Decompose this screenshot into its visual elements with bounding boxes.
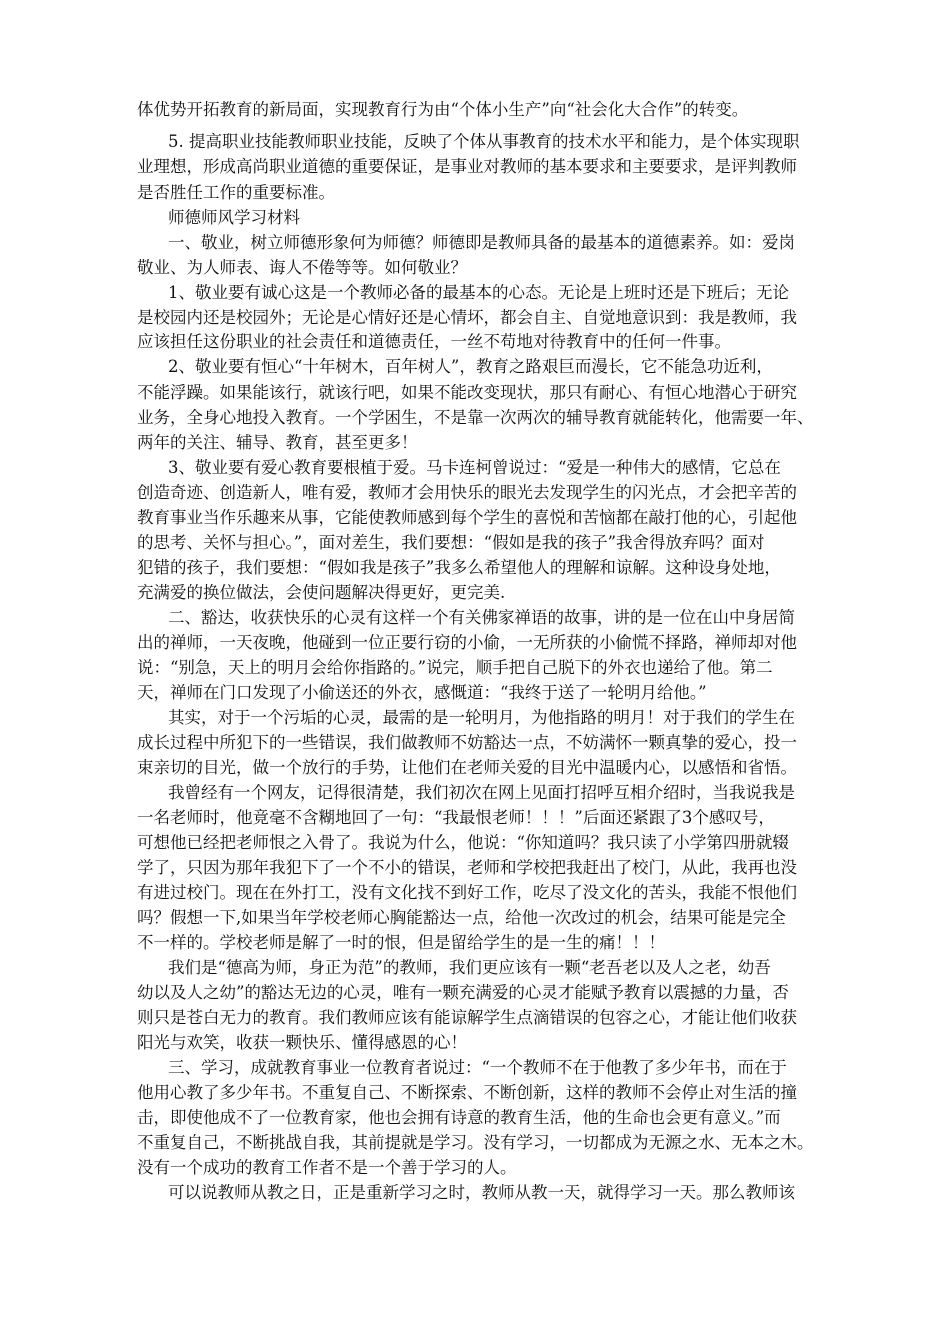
text-line-32: 有进过校门。现在在外打工，没有文化找不到好工作，吃尽了没文化的苦头，我能不恨他们 bbox=[137, 883, 797, 902]
text-line-29: 一名老师时，他竟毫不含糊地回了一句：“我最恨老师！！！”后面还紧跟了3个感叹号， bbox=[137, 808, 775, 827]
text-line-36: 幼以及人之幼”的豁达无边的心灵，唯有一颗充满爱的心灵才能赋予教育以震撼的力量，否 bbox=[137, 983, 789, 1002]
text-line-21: 二、豁达，收获快乐的心灵有这样一个有关佛家禅语的故事，讲的是一位在山中身居简 bbox=[168, 608, 795, 627]
text-line-38: 阳光与欢笑，收获一颗快乐、懂得感恩的心！ bbox=[137, 1033, 467, 1052]
text-line-14: 两年的关注、辅导、教育，甚至更多！ bbox=[137, 433, 418, 452]
text-line-9: 是校园内还是校园外；无论是心情好还是心情坏，都会自主、自觉地意识到：我是教师，我 bbox=[137, 308, 797, 327]
text-line-27: 束亲切的目光，做一个放行的手势，让他们在老师关爱的目光中温暖内心，以感悟和省悟。 bbox=[137, 758, 797, 777]
text-line-40: 他用心教了多少年书。不重复自己、不断探索、不断创新，这样的教师不会停止对生活的撞 bbox=[137, 1083, 797, 1102]
text-line-19: 犯错的孩子，我们要想：“假如我是孩子”我多么希望他人的理解和谅解。这种设身处地， bbox=[137, 558, 781, 577]
text-line-30: 可想他已经把老师恨之入骨了。我说为什么，他说：“你知道吗？我只读了小学第四册就辍 bbox=[137, 833, 789, 852]
text-line-22: 出的禅师，一天夜晚，他碰到一位正要行窃的小偷，一无所获的小偷慌不择路，禅师却对他 bbox=[137, 633, 797, 652]
text-line-4: 是否胜任工作的重要标准。 bbox=[137, 183, 335, 202]
text-line-25: 其实，对于一个污垢的心灵，最需的是一轮明月，为他指路的明月！对于我们的学生在 bbox=[168, 708, 795, 727]
text-line-15: 3、敬业要有爱心教育要根植于爱。马卡连柯曾说过：“爱是一种伟大的感情，它总在 bbox=[168, 458, 781, 477]
text-line-7: 敬业、为人师表、诲人不倦等等。如何敬业？ bbox=[137, 258, 467, 277]
text-line-2: 5. 提高职业技能教师职业技能，反映了个体从事教育的技术水平和能力，是个体实现职 bbox=[168, 132, 800, 151]
text-line-37: 则只是苍白无力的教育。我们教师应该有能谅解学生点滴错误的包容之心，才能让他们收获 bbox=[137, 1008, 797, 1027]
text-line-18: 的思考、关怀与担心。”，面对差生，我们要想：“假如是我的孩子”我舍得放弃吗？面对 bbox=[137, 533, 765, 552]
text-line-17: 教育事业当作乐趣来从事，它能使教师感到每个学生的喜悦和苦恼都在敲打他的心，引起他 bbox=[137, 508, 797, 527]
text-line-13: 业务，全身心地投入教育。一个学困生，不是靠一次两次的辅导教育就能转化，他需要一年、 bbox=[137, 408, 814, 427]
text-line-11: 2、敬业要有恒心“十年树木，百年树人”，教育之路艰巨而漫长，它不能急功近利， bbox=[168, 357, 773, 376]
text-line-6: 一、敬业，树立师德形象何为师德？师德即是教师具备的最基本的道德素养。如：爱岗 bbox=[168, 233, 795, 252]
text-line-5: 师德师风学习材料 bbox=[168, 208, 300, 227]
text-line-10: 应该担任这份职业的社会责任和道德责任，一丝不苟地对待教育中的任何一件事。 bbox=[137, 332, 731, 351]
text-line-28: 我曾经有一个网友，记得很清楚，我们初次在网上见面打招呼互相介绍时，当我说我是 bbox=[168, 783, 795, 802]
text-line-33: 吗？假想一下,如果当年学校老师心胸能豁达一点，给他一次改过的机会，结果可能是完全 bbox=[137, 908, 786, 927]
text-line-8: 1、敬业要有诚心这是一个教师必备的最基本的心态。无论是上班时还是下班后；无论 bbox=[168, 283, 789, 302]
text-line-35: 我们是“德高为师，身正为范”的教师，我们更应该有一颗“老吾老以及人之老，幼吾 bbox=[168, 958, 771, 977]
text-line-3: 业理想，形成高尚职业道德的重要保证，是事业对教师的基本要求和主要要求，是评判教师 bbox=[137, 157, 797, 176]
text-line-26: 成长过程中所犯下的一些错误，我们做教师不妨豁达一点，不妨满怀一颗真挚的爱心，投一 bbox=[137, 733, 797, 752]
text-line-43: 没有一个成功的教育工作者不是一个善于学习的人。 bbox=[137, 1158, 517, 1177]
text-line-12: 不能浮躁。如果能该行，就该行吧，如果不能改变现状，那只有耐心、有恒心地潜心于研究 bbox=[137, 383, 797, 402]
text-line-23: 说：“别急，天上的明月会给你指路的。”说完，顺手把自己脱下的外衣也递给了他。第二 bbox=[137, 658, 773, 677]
text-line-24: 天，禅师在门口发现了小偷送还的外衣，感慨道：“我终于送了一轮明月给他。” bbox=[137, 683, 707, 702]
text-line-39: 三、学习，成就教育事业一位教育者说过：“一个教师不在于他教了多少年书，而在于 bbox=[168, 1058, 787, 1077]
text-line-41: 击，即使他成不了一位教育家，他也会拥有诗意的教育生活，他的生命也会更有意义。”而 bbox=[137, 1108, 781, 1127]
text-line-20: 充满爱的换位做法，会使问题解决得更好，更完美. bbox=[137, 583, 506, 602]
text-line-1: 体优势开拓教育的新局面，实现教育行为由“个体小生产”向“社会化大合作”的转变。 bbox=[137, 100, 749, 119]
text-line-34: 不一样的。学校老师是解了一时的恨，但是留给学生的是一生的痛！！！ bbox=[137, 933, 665, 952]
text-line-42: 不重复自己，不断挑战自我，其前提就是学习。没有学习，一切都成为无源之水、无本之木。 bbox=[137, 1133, 814, 1152]
text-line-44: 可以说教师从教之日，正是重新学习之时，教师从教一天，就得学习一天。那么教师该 bbox=[168, 1183, 795, 1202]
text-line-31: 学了，只因为那年我犯下了一个不小的错误，老师和学校把我赶出了校门，从此，我再也没 bbox=[137, 858, 797, 877]
text-line-16: 创造奇迹、创造新人，唯有爱，教师才会用快乐的眼光去发现学生的闪光点，才会把辛苦的 bbox=[137, 483, 797, 502]
